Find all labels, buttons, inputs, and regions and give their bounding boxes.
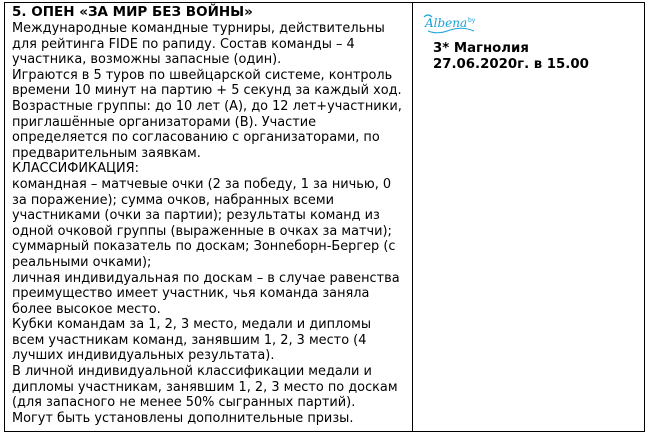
paragraph-team-awards: Кубки командам за 1, 2, 3 место, медали и дипломы всем участникам команд, занявшим 1, 2, 3 место (4 лучших индивидуальных результата). [12,317,372,364]
event-heading: 5. ОПЕН «ЗА МИР БЕЗ ВОЙНЫ» [12,4,253,20]
paragraph-individual-classification: личная индивидуальная по доскам – в случае равенства преимущество имеет участник, чья команда заняла более высокое место. [12,270,400,317]
paragraph-time-control: Играются в 5 туров по швейцарской системе, контроль времени 10 минут на партию + 5 секунд за каждый ход. [12,67,402,99]
paragraph-format: Международные командные турниры, действительны для рейтинга FIDE по рапиду. Состав команды – 4 участника, возможны запасные (один). [12,21,385,68]
paragraph-extra-prizes: Могут быть установлены дополнительные призы. [12,410,354,426]
paragraph-age-groups: Возрастные группы: до 10 лет (А), до 12 лет+участники, приглашённые организаторами (В). Участие определяется по согласованию с организаторами, по предварительным заявкам. [12,98,402,161]
paragraph-team-classification: командная – матчевые очки (2 за победу, 1 за ничью, 0 за поражение); сумма очков, набранных всеми участниками (очки за партии); результаты команд из одной очковой группы (выраженные в очках за матчи); суммарный показатель по доскам; Зонneборн-Бергер (с реальными очками); [12,176,396,270]
event-description-cell [5,3,413,431]
albena-logo-icon [422,13,482,35]
logo-text: Albena [425,16,468,30]
hotel-name: 3* Магнолия [433,41,529,56]
paragraph-individual-awards: В личной индивидуальной классификации медали и дипломы участникам, занявшим 1, 2, 3 место по доскам (для запасного не менее 50% сыгранных партий). [12,364,398,411]
paragraph-classification-title: КЛАССИФИКАЦИЯ: [12,161,139,177]
venue-cell [413,3,644,431]
event-datetime: 27.06.2020г. в 15.00 [433,57,589,72]
logo-suffix: by [468,17,476,24]
schedule-table [4,2,645,432]
